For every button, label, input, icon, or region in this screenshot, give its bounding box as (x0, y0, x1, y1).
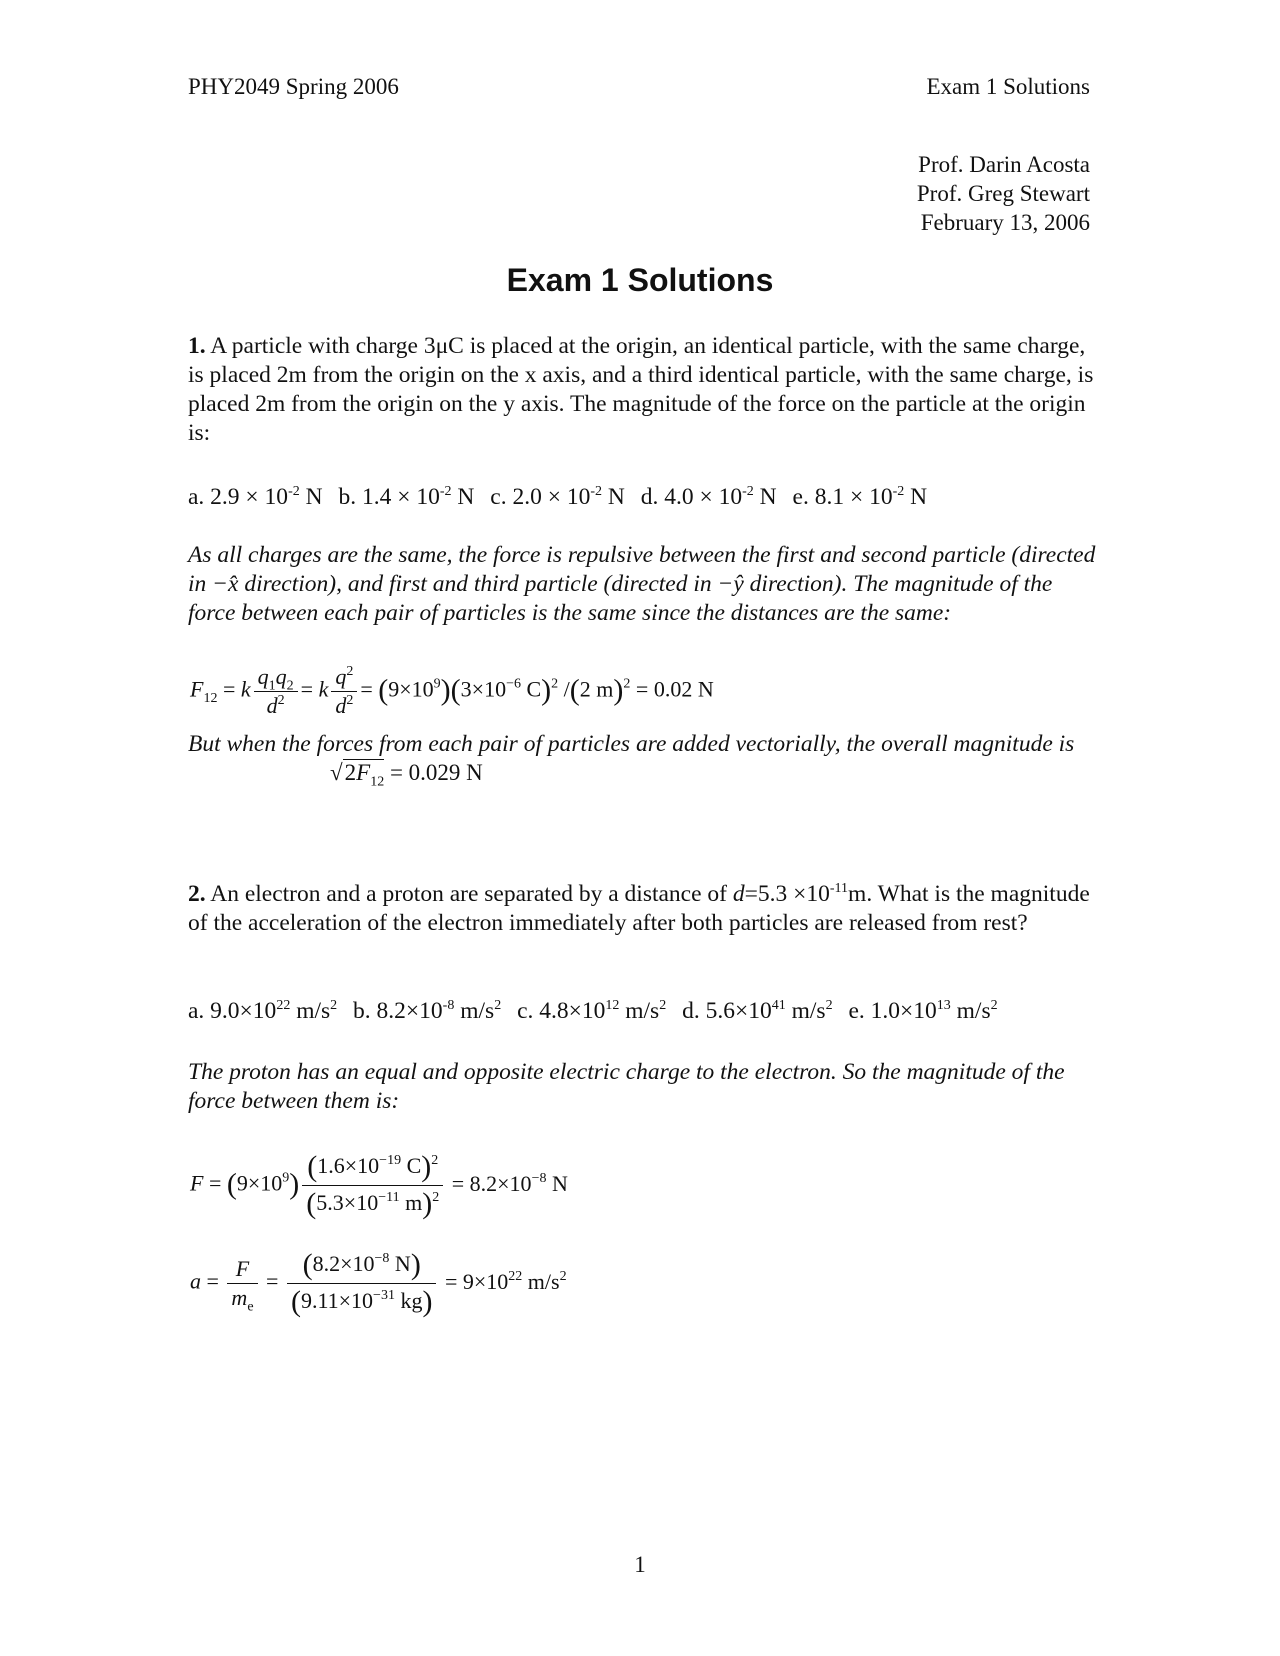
page-title: Exam 1 Solutions (506, 262, 774, 298)
q1-option-e: e. $8.1 \times 10^{-2}$ N (792, 484, 928, 510)
q1-solution-conclusion: But when the forces from each pair of particles are added vectorially, the overall magnitude is (188, 731, 1075, 757)
q2-accel-result: = $9\times 10^{22}$ $m/s^2$ (444, 1268, 567, 1294)
q2-option-b: b. $8.2\times 10^{-8}$ $m/s^2$ (353, 998, 502, 1024)
question-1 (188, 332, 1098, 448)
course-header: PHY2049 Spring 2006 (188, 74, 399, 99)
exam-date: February 13, 2006 (920, 210, 1090, 235)
q1-option-d: d. $4.0 \times 10^{-2}$ N (640, 484, 777, 510)
question-2: 2. An electron and a proton are separated by a distance of $d=5.3 \times 10^{-11}m$. What is the magnitude of the acceleration of the electron immediately after both particles are released from rest? (188, 881, 1090, 936)
question-1-options (188, 484, 937, 511)
q2-force-result: = $8.2\times 10^{-8}$ N (451, 1170, 568, 1196)
q2-option-a: a. $9.0\times 10^{22}$ $m/s^2$ (188, 998, 338, 1024)
q2-option-e: e. $1.0\times 10^{13}$ $m/s^2$ (848, 998, 998, 1024)
instructor-block (917, 150, 1090, 237)
instructor-1: Prof. Darin Acosta (918, 152, 1090, 177)
q1-option-c: c. $2.0 \times 10^{-2}$ N (490, 484, 625, 510)
question-2-number: 2. (188, 881, 206, 907)
q1-solution-text: As all charges are the same, the force is repulsive between the first and second particle (directed in −x̂ direction), and first and third particle (directed in −ŷ direction). The magnitude of the force between each pair of particles is the same since the distances are the same: (188, 542, 1096, 626)
q2-option-d: d. $5.6\times 10^{41}$ $m/s^2$ (682, 998, 833, 1024)
q1-option-a: a. $2.9 \times 10^{-2}$ N (188, 484, 323, 510)
q1-option-b: b. $1.4 \times 10^{-2}$ N (338, 484, 475, 510)
q2-solution-text: The proton has an equal and opposite electric charge to the electron. So the magnitude of the force between them is: (188, 1059, 1065, 1114)
q1-force-equation: $F_{12} = k$ $\frac{q_1q_2}{d^2}$ = k $\frac{q^2}{d^2}$ = $(9\times 10^9)(3\times 10^{-6}$ C)$^2$ /(2 m)$^2$ = 0.02 N (190, 664, 714, 718)
q2-acceleration-equation: a = $\frac{F}{m_e}$ = $\frac{(8.2\times 10^{-8} N)}{(9.11\times 10^{-31} kg)}$ = $9\times 10^{22}$ $m/s^2$ (190, 1248, 567, 1318)
question-2-options (188, 998, 1008, 1025)
instructor-2: Prof. Greg Stewart (916, 181, 1090, 206)
q1-force-result: = 0.02 N (635, 676, 714, 702)
q1-final-answer: $√2F_{12} = 0.029$ N (330, 760, 483, 790)
question-1-text: A particle with charge 3μC is placed at the origin, an identical particle, with the same charge, is placed 2m from the origin on the x axis, and a third identical particle, with the same charge, is placed 2m from the origin on the y axis. The magnitude of the force on the particle at the origin is: (188, 333, 1094, 446)
q2-force-equation: $F = (9\times 10^9)$ $\frac{(1.6\times 10^{-19} C)^2}{(5.3\times 10^{-11} m)^2}$ = $8.2\times 10^{-8}$ N (190, 1150, 568, 1220)
question-1-number: 1. (188, 333, 206, 359)
q2-option-c: c. $4.8\times 10^{12}$ $m/s^2$ (517, 998, 667, 1024)
doc-label-header: Exam 1 Solutions (926, 74, 1090, 99)
page-number: 1 (634, 1552, 646, 1577)
